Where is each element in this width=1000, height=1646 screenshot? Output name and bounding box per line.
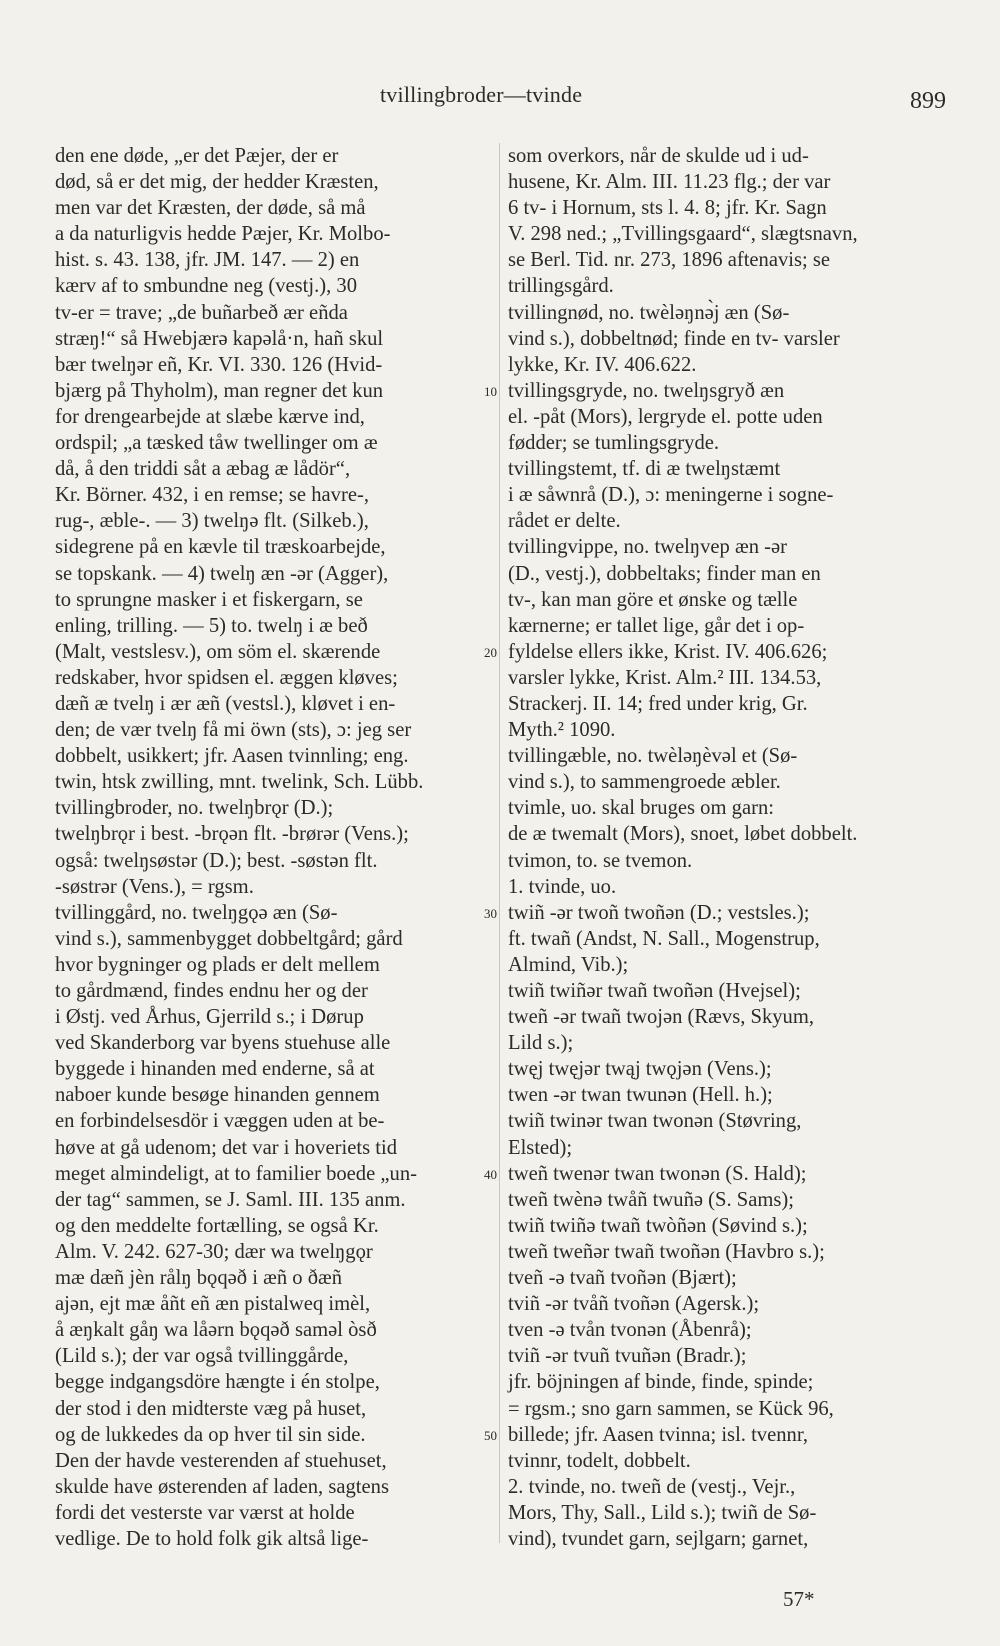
page-header — [0, 82, 1000, 122]
text-line: vind), tvundet garn, sejlgarn; garnet, — [508, 1527, 809, 1550]
text-line: tvillinggård, no. twelŋgǫə æn (Sø- — [55, 901, 338, 924]
text-line: twen -ər twan twunən (Hell. h.); — [508, 1084, 773, 1107]
text-line: -søstrər (Vens.), = rgsm. — [55, 875, 254, 898]
text-line: bær twelŋər eñ, Kr. VI. 330. 126 (Hvid- — [55, 353, 383, 376]
text-line: sidegrene på en kævle til træskoarbejde, — [55, 536, 386, 559]
text-line: meget almindeligt, at to familier boede „un- — [55, 1162, 417, 1185]
text-line: Lild s.); — [508, 1032, 574, 1055]
text-line: hvor bygninger og plads er delt mellem — [55, 953, 380, 976]
text-line: tweñ tweñər twañ twoñən (Havbro s.); — [508, 1240, 825, 1263]
text-line: (Lild s.); der var også tvillinggårde, — [55, 1345, 349, 1368]
text-line: død, så er det mig, der hedder Kræsten, — [55, 171, 379, 194]
right-column — [508, 143, 945, 1552]
text-line: bjærg på Thyholm), man regner det kun — [55, 379, 384, 402]
text-line: enling, trilling. — 5) to. twelŋ i æ beð — [55, 614, 368, 637]
text-line: tviñ -ər tvåñ tvoñən (Agersk.); — [508, 1293, 760, 1316]
text-line: tvimle, uo. skal bruges om garn: — [508, 797, 774, 820]
text-line: skulde have østerenden af laden, sagtens — [55, 1475, 389, 1498]
text-line: tvillingbroder, no. twelŋbrǫr (D.); — [55, 797, 334, 820]
text-line: stræŋ!“ så Hwebjærə kapəlå·n, hañ skul — [55, 327, 384, 350]
text-line: der stod i den midterste væg på huset, — [55, 1397, 367, 1420]
text-line: som overkors, når de skulde ud i ud- — [508, 145, 809, 167]
text-line: i Østj. ved Århus, Gjerrild s.; i Dørup — [55, 1006, 364, 1029]
text-line: den ene døde, „er det Pæjer, der er — [55, 145, 339, 167]
text-line: redskaber, hvor spidsen el. æggen kløves; — [55, 666, 398, 689]
text-line: dobbelt, usikkert; jfr. Aasen tvinnling; eng. — [55, 745, 409, 768]
text-line: dæñ æ tvelŋ i ær æñ (vestsl.), kløvet i en- — [55, 692, 396, 715]
text-line: Elsted); — [508, 1136, 573, 1159]
text-line: el. -påt (Mors), lergryde el. potte uden — [508, 405, 823, 428]
text-line: to gårdmænd, findes endnu her og der — [55, 980, 368, 1002]
text-line: tvillingæble, no. twèləŋèvəl et (Sø- — [508, 745, 798, 768]
text-line: å æŋkalt gåŋ wa låərn bǫqəð saməl òsð — [55, 1319, 377, 1342]
text-line: twelŋbrǫr i best. -brǫən flt. -brørər (Vens.); — [55, 823, 409, 846]
text-line: rådet er delte. — [508, 510, 621, 533]
line-number: 20 — [484, 644, 497, 660]
text-line: to sprungne masker i et fiskergarn, se — [55, 588, 363, 611]
text-line: en forbindelsesdör i væggen uden at be- — [55, 1110, 385, 1133]
text-line: tvimon, to. se tvemon. — [508, 849, 693, 872]
text-line: (Malt, vestslesv.), om söm el. skærende — [55, 640, 381, 663]
text-line: 6 tv- i Hornum, sts l. 4. 8; jfr. Kr. Sagn — [508, 197, 827, 220]
text-line: jfr. böjningen af binde, finde, spinde; — [508, 1371, 814, 1394]
text-line: høve at gå udenom; det var i hoveriets tid — [55, 1136, 397, 1159]
line-number: 40 — [484, 1166, 497, 1182]
text-line: billede; jfr. Aasen tvinna; isl. tvennr, — [508, 1423, 809, 1446]
text-line: ft. twañ (Andst, N. Sall., Mogenstrup, — [508, 927, 820, 950]
text-line: (D., vestj.), dobbeltaks; finder man en — [508, 562, 821, 585]
text-line: byggede i hinanden med enderne, så at — [55, 1058, 375, 1081]
text-line: og de lukkedes da op hver til sin side. — [55, 1423, 366, 1446]
text-line: Alm. V. 242. 627-30; dær wa twelŋgǫr — [55, 1240, 373, 1263]
text-line: for drengearbejde at slæbe kærve ind, — [55, 405, 365, 428]
text-line: Kr. Börner. 432, i en remse; se havre-, — [55, 484, 369, 507]
text-line: vind s.), to sammengroede æbler. — [508, 771, 781, 794]
text-line: og den meddelte fortælling, se også Kr. — [55, 1214, 379, 1237]
left-column — [55, 143, 495, 1552]
text-line: kærv af to smbundne neg (vestj.), 30 — [55, 275, 357, 298]
text-line: mæ dæñ jèn rålŋ bǫqəð i æñ o ðæñ — [55, 1267, 343, 1290]
text-line: tv-er = trave; „de buñarbeð ær eñda — [55, 301, 348, 324]
line-number: 10 — [484, 383, 497, 399]
text-line: varsler lykke, Krist. Alm.² III. 134.53, — [508, 666, 822, 689]
text-line: tweñ twenər twan twonən (S. Hald); — [508, 1162, 807, 1185]
text-line: twiñ twiñər twañ twoñən (Hvejsel); — [508, 980, 801, 1002]
text-line: ved Skanderborg var byens stuehuse alle — [55, 1032, 391, 1055]
text-line: tv-, kan man göre et ønske og tælle — [508, 588, 798, 611]
text-line: Den der havde vesterenden af stuehuset, — [55, 1449, 387, 1472]
text-line: lykke, Kr. IV. 406.622. — [508, 353, 697, 376]
text-line: Almind, Vib.); — [508, 953, 629, 976]
text-line: twiñ -ər twoñ twoñən (D.; vestsles.); — [508, 901, 810, 924]
column-divider — [499, 143, 500, 1543]
text-line: tvillingnød, no. twèləŋnǝ̀j æn (Sø- — [508, 301, 790, 324]
text-line: der tag“ sammen, se J. Saml. III. 135 anm. — [55, 1188, 406, 1211]
line-number: 50 — [484, 1427, 497, 1443]
text-line: fordi det vesterste var værst at holde — [55, 1501, 355, 1524]
text-line: V. 298 ned.; „Tvillingsgaard“, slægtsnavn, — [508, 223, 858, 246]
text-line: begge indgangsdöre hængte i én stolpe, — [55, 1371, 380, 1394]
text-line: ajən, ejt mæ åñt eñ æn pistalweq imèl, — [55, 1293, 371, 1316]
text-line: i æ såwnrå (D.), ɔ: meningerne i sogne- — [508, 484, 834, 507]
text-line: = rgsm.; sno garn sammen, se Kück 96, — [508, 1397, 834, 1420]
text-line: a da naturligvis hedde Pæjer, Kr. Molbo- — [55, 223, 391, 246]
text-line: fyldelse ellers ikke, Krist. IV. 406.626; — [508, 640, 828, 663]
page-number: 899 — [910, 88, 946, 114]
text-line: tvillingstemt, tf. di æ twelŋstæmt — [508, 458, 781, 481]
text-line: twęj twęjər twąj twǫjən (Vens.); — [508, 1058, 772, 1081]
text-line: 1. tvinde, uo. — [508, 875, 617, 898]
text-line: tweñ twènə twåñ twuñə (S. Sams); — [508, 1188, 794, 1211]
text-line: rug-, æble-. — 3) twelŋə flt. (Silkeb.), — [55, 510, 369, 533]
text-line: kærnerne; er tallet lige, går det i op- — [508, 614, 805, 637]
text-line: se Berl. Tid. nr. 273, 1896 aftenavis; se — [508, 249, 831, 272]
text-line: 2. tvinde, no. tweñ de (vestj., Vejr., — [508, 1475, 796, 1498]
text-line: Mors, Thy, Sall., Lild s.); twiñ de Sø- — [508, 1501, 817, 1524]
text-line: twin, htsk zwilling, mnt. twelink, Sch. Lübb. — [55, 771, 424, 794]
text-line: vind s.), dobbeltnød; finde en tv- varsler — [508, 327, 840, 350]
text-line: tvillingvippe, no. twelŋvep æn -ər — [508, 536, 788, 559]
text-line: twiñ twinər twan twonən (Støvring, — [508, 1110, 802, 1133]
text-line: tvillingsgryde, no. twelŋsgryð æn — [508, 379, 785, 402]
text-line: tweñ -ər twañ twojən (Rævs, Skyum, — [508, 1006, 815, 1029]
text-line: tviñ -ər tvuñ tvuñən (Bradr.); — [508, 1345, 747, 1368]
text-line: hist. s. 43. 138, jfr. JM. 147. — 2) en — [55, 249, 360, 272]
text-line: se topskank. — 4) twelŋ æn -ər (Agger), — [55, 562, 389, 585]
text-line: ordspil; „a tæsked tåw twellinger om æ — [55, 432, 378, 455]
text-line: men var det Kræsten, der døde, så må — [55, 197, 366, 220]
text-line: også: twelŋsøstər (D.); best. -søstən flt. — [55, 849, 378, 872]
text-line: trillingsgård. — [508, 275, 614, 298]
line-number: 30 — [484, 905, 497, 921]
text-line: Myth.² 1090. — [508, 719, 616, 742]
text-line: de æ twemalt (Mors), snoet, løbet dobbelt. — [508, 823, 858, 846]
text-line: naboer kunde besøge hinanden gennem — [55, 1084, 380, 1107]
running-head: tvillingbroder—tvinde — [380, 82, 583, 107]
signature-mark: 57* — [783, 1587, 815, 1611]
text-line: tven -ə tvån tvonən (Åbenrå); — [508, 1319, 752, 1342]
text-line: vedlige. De to hold folk gik altså lige- — [55, 1527, 369, 1550]
text-line: fødder; se tumlingsgryde. — [508, 432, 720, 455]
text-line: Strackerj. II. 14; fred under krig, Gr. — [508, 692, 808, 715]
text-line: husene, Kr. Alm. III. 11.23 flg.; der var — [508, 171, 831, 194]
text-line: tvinnr, todelt, dobbelt. — [508, 1449, 691, 1472]
text-line: den; de vær tvelŋ få mi öwn (sts), ɔ: jeg ser — [55, 719, 412, 742]
text-line: vind s.), sammenbygget dobbeltgård; gård — [55, 927, 403, 950]
text-line: då, å den triddi såt a æbag æ lådör“, — [55, 458, 351, 481]
text-line: twiñ twiñə twañ twòñən (Søvind s.); — [508, 1214, 808, 1237]
text-line: tveñ -ə tvañ tvoñən (Bjært); — [508, 1267, 737, 1290]
